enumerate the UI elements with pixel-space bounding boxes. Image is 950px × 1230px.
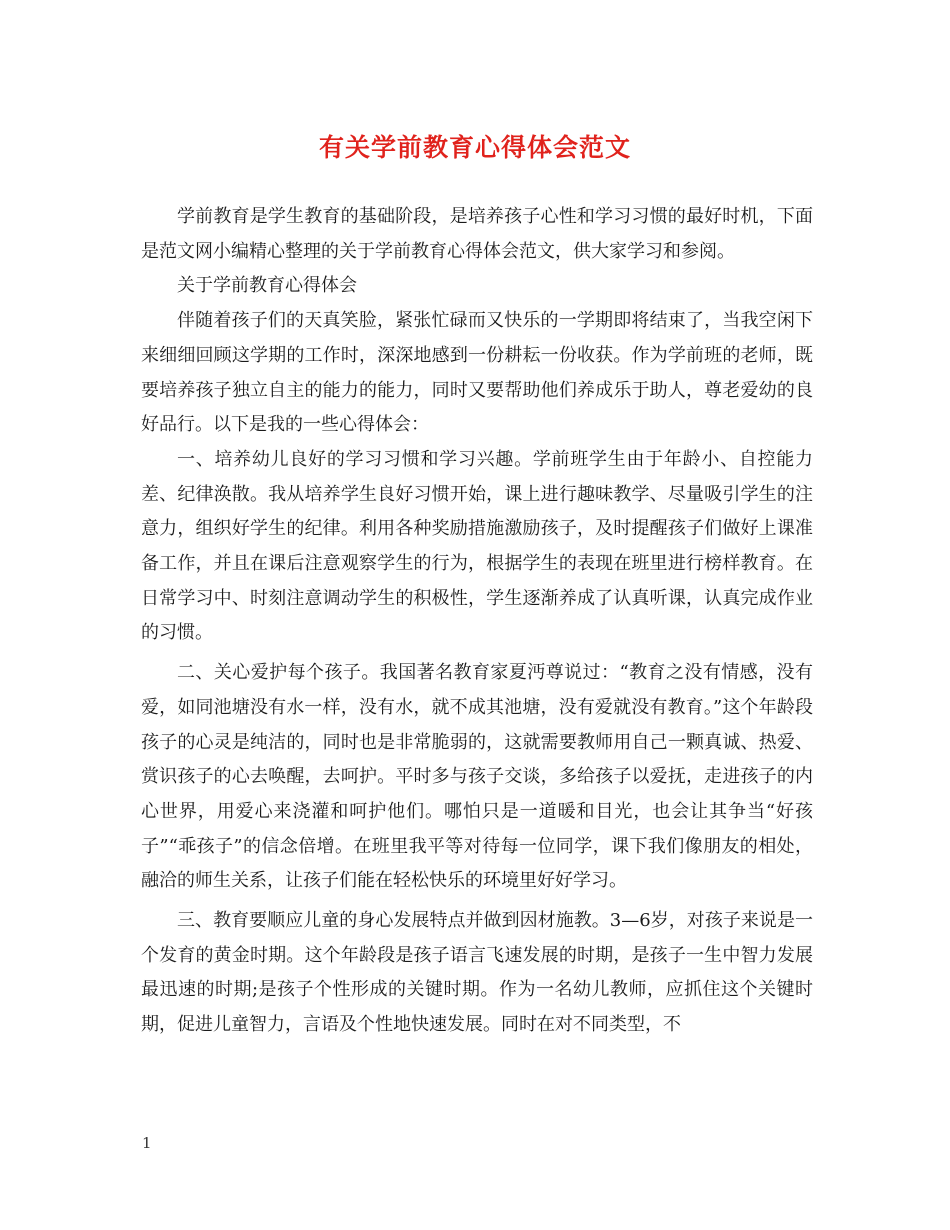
page-number: 1 [142,1134,152,1152]
paragraph-point-two: 二、关心爱护每个孩子。我国著名教育家夏沔尊说过：“教育之没有情感，没有爱，如同池塘没有水一样，没有水，就不成其池塘，没有爱就没有教育。”这个年龄段孩子的心灵是纯洁的，同时也是非常脆弱的，这就需要教师用自己一颗真诚、热爱、赏识孩子的心去唤醒，去呵护。平时多与孩子交谈，多给孩子以爱抚，走进孩子的内心世界，用爱心来浇灌和呵护他们。哪怕只是一道暖和目光，也会让其争当“好孩子”“乖孩子”的信念倍增。在班里我平等对待每一位同学，课下我们像朋友的相处，融洽的师生关系，让孩子们能在轻松快乐的环境里好好学习。 [141,662,813,892]
paragraph-subheading: 关于学前教育心得体会 [177,275,357,297]
document-body [141,200,813,1043]
paragraph-opening: 伴随着孩子们的天真笑脸，紧张忙碌而又快乐的一学期即将结束了，当我空闲下来细细回顾这学期的工作时，深深地感到一份耕耘一份收获。作为学前班的老师，既要培养孩子独立自主的能力的能力，同时又要帮助他们养成乐于助人，尊老爱幼的良好品行。以下是我的一些心得体会： [141,310,813,436]
document-title: 有关学前教育心得体会范文 [318,133,631,162]
paragraph-intro: 学前教育是学生教育的基础阶段，是培养孩子心性和学习习惯的最好时机，下面是范文网小编精心整理的关于学前教育心得体会范文，供大家学习和参阅。 [141,206,813,262]
paragraph-point-three: 三、教育要顺应儿童的身心发展特点并做到因材施教。3—6岁，对孩子来说是一个发育的黄金时期。这个年龄段是孩子语言飞速发展的时期，是孩子一生中智力发展最迅速的时期;是孩子个性形成的关键时期。作为一名幼儿教师，应抓住这个关键时期，促进儿童智力，言语及个性地快速发展。同时在对不同类型，不 [141,910,813,1036]
paragraph-point-one: 一、培养幼儿良好的学习习惯和学习兴趣。学前班学生由于年龄小、自控能力差、纪律涣散。我从培养学生良好习惯开始，课上进行趣味教学、尽量吸引学生的注意力，组织好学生的纪律。利用各种奖励措施激励孩子，及时提醒孩子们做好上课准备工作，并且在课后注意观察学生的行为，根据学生的表现在班里进行榜样教育。在日常学习中、时刻注意调动学生的积极性，学生逐渐养成了认真听课，认真完成作业的习惯。 [141,448,813,644]
